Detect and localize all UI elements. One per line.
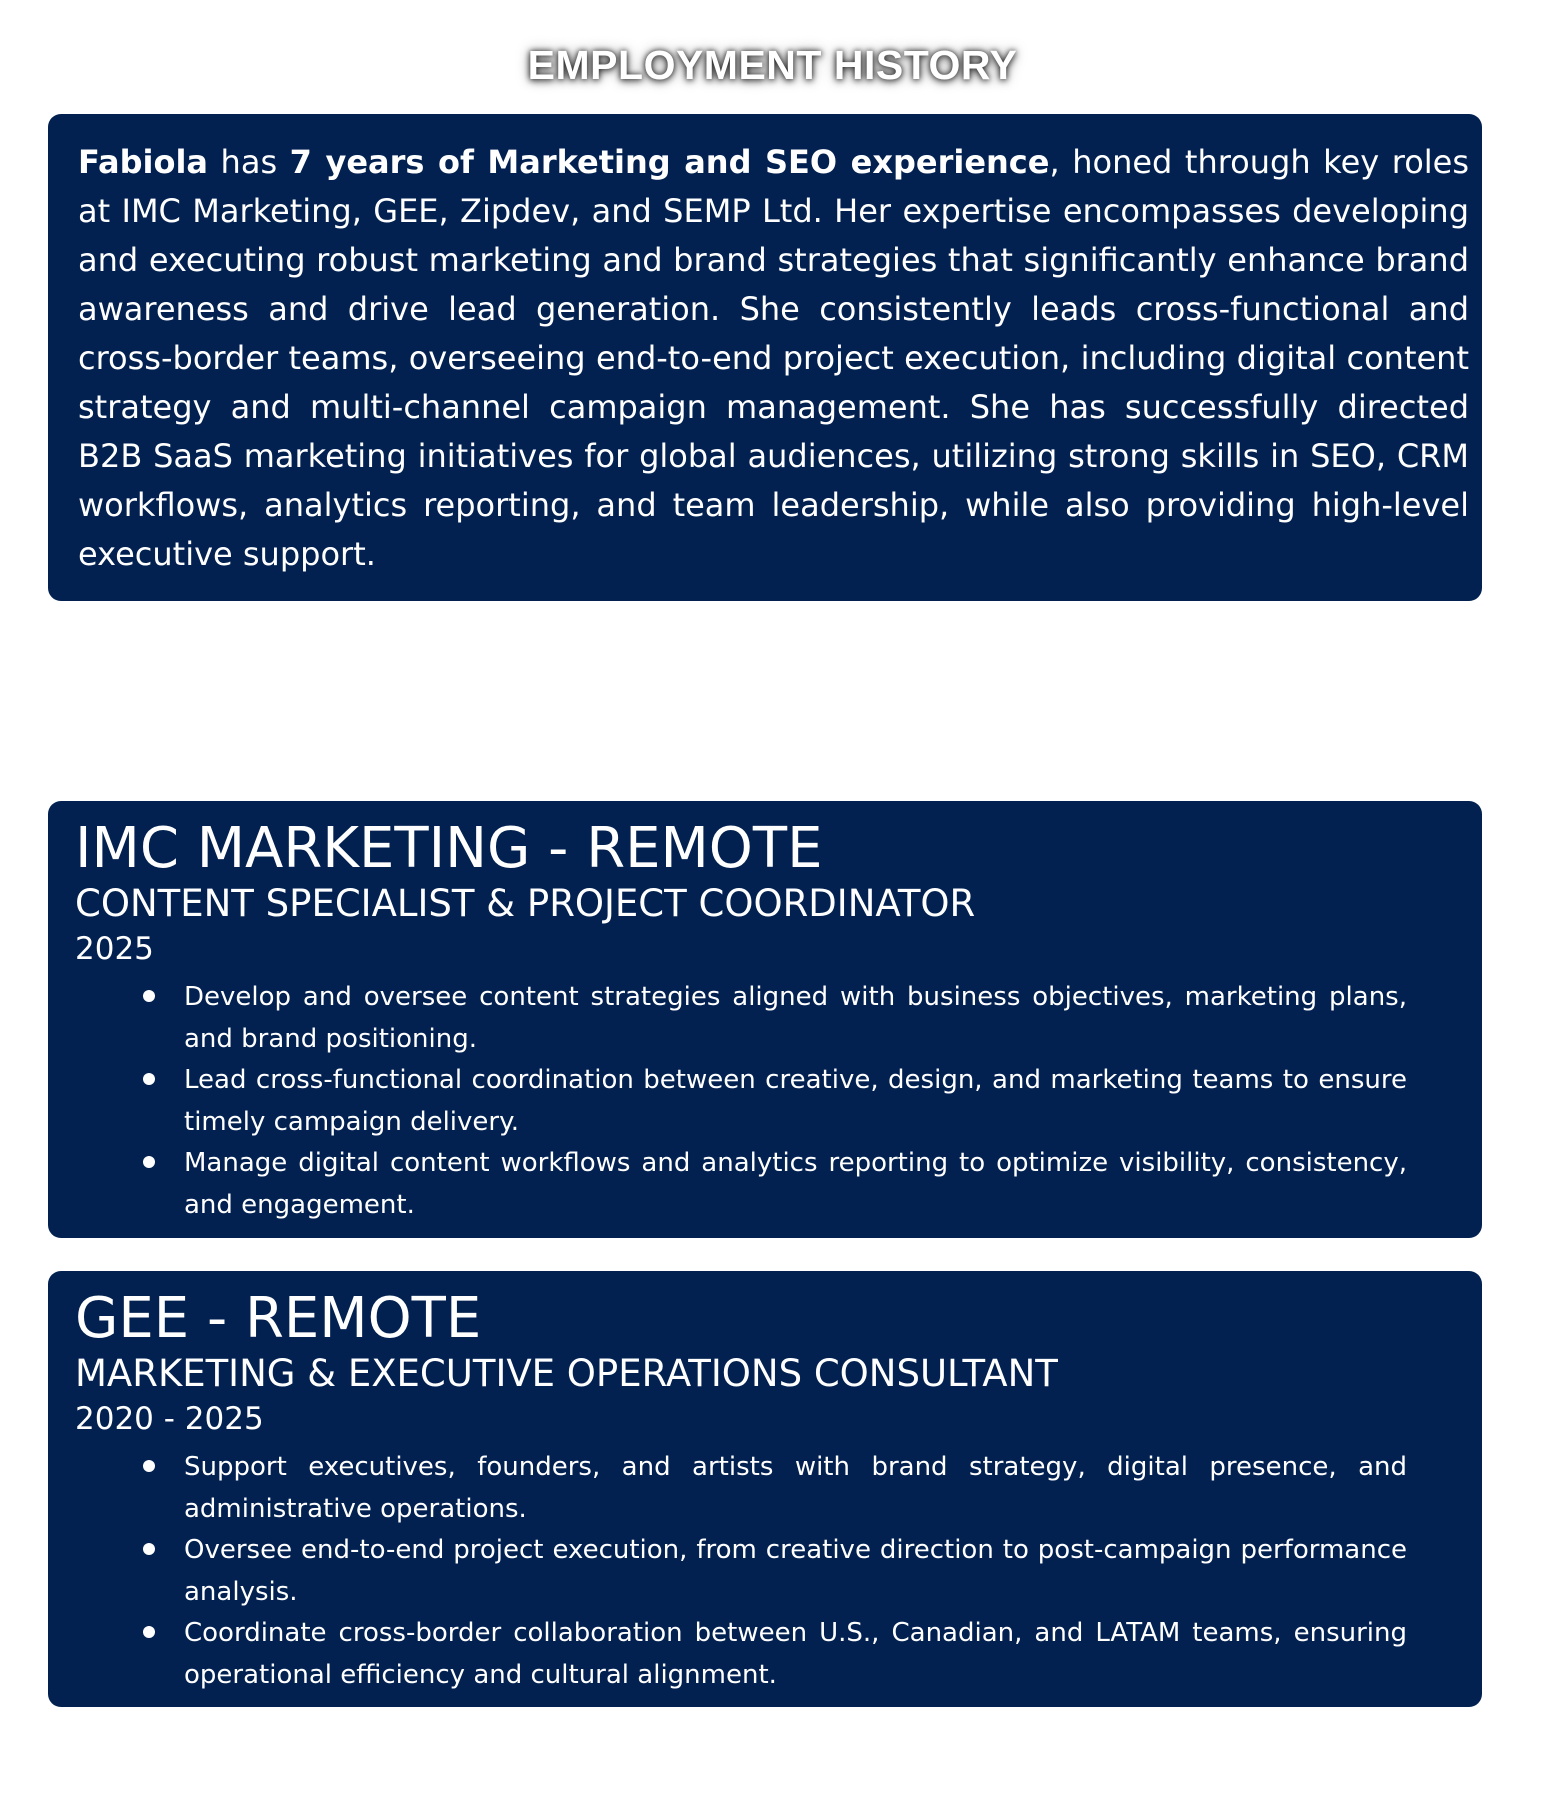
job-role: CONTENT SPECIALIST & PROJECT COORDINATOR bbox=[75, 882, 976, 925]
summary-body: , honed through key roles at IMC Marketing, GEE, Zipdev, and SEMP Ltd. Her expertise encompasses developing and executing robust marketing and brand strategies that significantly enhance brand awareness and drive lead generation. She consistently leads cross-functional and cross-border teams, overseeing end-to-end project execution, including digital content strategy and multi-channel campaign management. She has successfully directed B2B SaaS marketing initiatives for global audiences, utilizing strong skills in SEO, CRM workflows, analytics reporting, and team leadership, while also providing high-level executive support. bbox=[78, 143, 1470, 573]
responsibility-list bbox=[75, 977, 1407, 1226]
bullet-icon bbox=[143, 1460, 155, 1472]
responsibility-text: Support executives, founders, and artists with brand strategy, digital presence, and administrative operations. bbox=[184, 1452, 1407, 1524]
job-dates: 2020 - 2025 bbox=[75, 1401, 264, 1437]
responsibility-text: Oversee end-to-end project execution, from creative direction to post-campaign performance analysis. bbox=[184, 1535, 1407, 1607]
responsibility-item bbox=[184, 1060, 1407, 1143]
summary-name: Fabiola bbox=[78, 143, 208, 181]
summary-card bbox=[48, 114, 1482, 601]
company-title: IMC MARKETING - REMOTE bbox=[75, 816, 823, 881]
job-card-gee bbox=[48, 1271, 1482, 1707]
responsibility-item bbox=[184, 1613, 1407, 1696]
summary-paragraph bbox=[78, 138, 1469, 579]
bullet-icon bbox=[143, 1543, 155, 1555]
job-dates: 2025 bbox=[75, 931, 154, 967]
responsibility-item bbox=[184, 977, 1407, 1060]
job-role: MARKETING & EXECUTIVE OPERATIONS CONSULTANT bbox=[75, 1352, 1058, 1395]
responsibility-item bbox=[184, 1447, 1407, 1530]
responsibility-text: Coordinate cross-border collaboration between U.S., Canadian, and LATAM teams, ensuring operational efficiency and cultural alignment. bbox=[184, 1618, 1407, 1690]
responsibility-text: Manage digital content workflows and analytics reporting to optimize visibility, consistency, and engagement. bbox=[184, 1148, 1407, 1220]
bullet-icon bbox=[143, 1156, 155, 1168]
summary-connector: has bbox=[208, 143, 290, 181]
responsibility-item bbox=[184, 1143, 1407, 1226]
responsibility-item bbox=[184, 1530, 1407, 1613]
bullet-icon bbox=[143, 1073, 155, 1085]
summary-highlight: 7 years of Marketing and SEO experience bbox=[289, 143, 1050, 181]
bullet-icon bbox=[143, 1626, 155, 1638]
bullet-icon bbox=[143, 990, 155, 1002]
company-title: GEE - REMOTE bbox=[75, 1286, 482, 1351]
responsibility-text: Develop and oversee content strategies aligned with business objectives, marketing plans, and brand positioning. bbox=[184, 982, 1407, 1054]
responsibility-list bbox=[75, 1447, 1407, 1696]
responsibility-text: Lead cross-functional coordination between creative, design, and marketing teams to ensure timely campaign delivery. bbox=[184, 1065, 1407, 1137]
job-card-imc-marketing bbox=[48, 801, 1482, 1238]
section-title: EMPLOYMENT HISTORY bbox=[527, 42, 1018, 88]
